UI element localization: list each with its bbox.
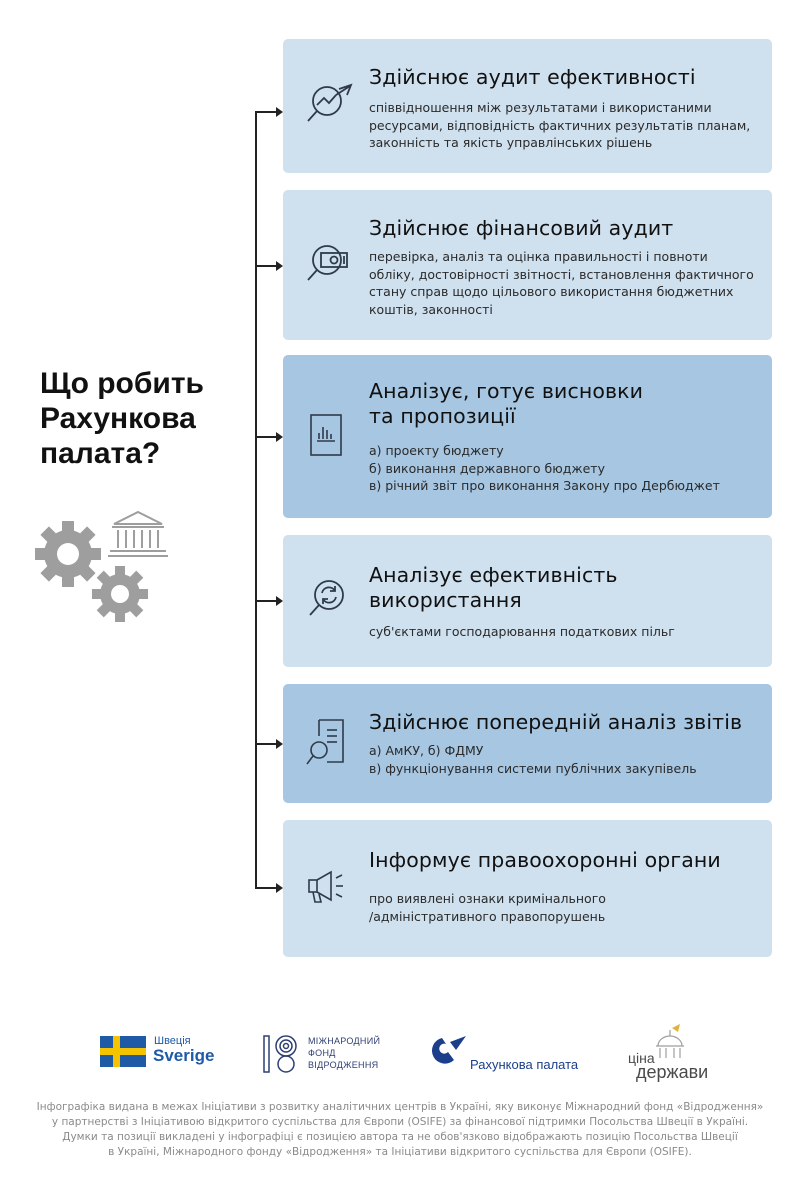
magnifier-chart-icon xyxy=(305,81,355,131)
page-title xyxy=(40,366,260,471)
card-desc-line: законність та якість управлінських рішень xyxy=(369,135,653,150)
card-title-line: Здійснює фінансовий аудит xyxy=(369,216,674,240)
card-description xyxy=(369,742,754,777)
card-title xyxy=(369,848,754,873)
title-line: палата? xyxy=(40,437,161,470)
megaphone-icon xyxy=(305,866,355,916)
footer-disclaimer xyxy=(20,1100,780,1160)
partner-logos xyxy=(0,1020,800,1090)
card-title xyxy=(369,710,754,735)
report-chart-icon xyxy=(305,413,355,463)
connector-arrow xyxy=(255,887,281,889)
card-desc-line: /адміністративного правопорушень xyxy=(369,908,606,924)
card-title-line: використання xyxy=(369,588,522,612)
connector-arrow xyxy=(255,600,281,602)
card-tax-benefits-analysis xyxy=(283,535,772,667)
irf-logo-text xyxy=(308,1035,380,1071)
card-title xyxy=(369,379,754,429)
card-desc-line: коштів, законності xyxy=(369,301,493,317)
title-line: Що робить xyxy=(40,367,204,400)
card-title-line: та пропозиції xyxy=(369,404,516,428)
magnifier-money-icon xyxy=(305,240,355,290)
card-desc-line: а) проекту бюджету xyxy=(369,443,504,458)
document-search-icon xyxy=(305,718,355,768)
accounting-chamber-logo xyxy=(428,1034,598,1074)
accounting-chamber-label: Рахункова палата xyxy=(470,1057,579,1072)
accounting-chamber-emblem-icon xyxy=(428,1034,468,1068)
card-performance-audit xyxy=(283,39,772,173)
irf-logo xyxy=(262,1032,392,1076)
irf-emblem-icon xyxy=(262,1032,302,1076)
card-desc-line: співвідношення між результатами і використаними xyxy=(369,100,712,115)
irf-logo-line: МІЖНАРОДНИЙ xyxy=(308,1036,381,1046)
card-desc-line: в) річний звіт про виконання Закону про Дербюджет xyxy=(369,478,720,493)
irf-logo-line: ВІДРОДЖЕННЯ xyxy=(308,1060,379,1070)
footer-line: в Україні, Міжнародного фонду «Відродження» та Ініціативи відкритого суспільства для Європи (OSIFE). xyxy=(108,1146,692,1158)
sweden-flag-icon xyxy=(100,1036,146,1067)
card-description xyxy=(369,99,754,152)
cina-logo-line2: держави xyxy=(636,1062,709,1082)
card-title-line: Аналізує, готує висновки xyxy=(369,379,644,403)
sweden-logo-ua: Швеція xyxy=(154,1035,191,1047)
card-desc-line: обліку, достовірності звітності, встановлення фактичного xyxy=(369,266,754,282)
footer-line: у партнерстві з Ініціативою відкритого суспільства для Європи (OSIFE) за фінансової підтримки Посольства Швеції в Україні. xyxy=(51,1116,749,1128)
gears-building-icon xyxy=(30,508,170,626)
cina-derzhavy-logo xyxy=(624,1022,714,1084)
card-desc-line: а) АмКУ, б) ФДМУ xyxy=(369,743,484,758)
sweden-logo-sv: Sverige xyxy=(153,1046,215,1065)
footer-line: Думки та позиції викладені у інфографіці є позицією автора та не обов'язково відображають позицію Посольства Швеції xyxy=(62,1131,738,1143)
connector-arrow xyxy=(255,111,281,113)
card-description xyxy=(369,442,754,495)
magnifier-refresh-icon xyxy=(305,575,355,625)
card-title-line: Інформує правоохоронні органи xyxy=(369,848,721,872)
title-line: Рахункова xyxy=(40,402,196,435)
card-title-line: Аналізує ефективність xyxy=(369,563,618,587)
card-title-line: Здійснює попередній аналіз звітів xyxy=(369,710,743,734)
card-inform-law-enforcement xyxy=(283,820,772,957)
card-title-line: Здійснює аудит ефективності xyxy=(369,65,696,89)
card-desc-line: стану справ щодо цільового використання бюджетних xyxy=(369,284,734,299)
card-financial-audit xyxy=(283,190,772,340)
connector-trunk xyxy=(255,112,257,889)
card-analysis-conclusions xyxy=(283,355,772,518)
card-desc-line: про виявлені ознаки кримінального xyxy=(369,891,606,906)
card-description xyxy=(369,890,754,925)
card-desc-line: перевірка, аналіз та оцінка правильності і повноти xyxy=(369,249,708,264)
connector-arrow xyxy=(255,743,281,745)
connector-arrow xyxy=(255,436,281,438)
card-desc-line: б) виконання державного бюджету xyxy=(369,460,605,476)
connector-arrow xyxy=(255,265,281,267)
card-description xyxy=(369,248,754,318)
footer-line: Інфографіка видана в межах Ініціативи з розвитку аналітичних центрів в Україні, яку виконує Міжнародний фонд «Відродження» xyxy=(36,1101,764,1113)
card-preliminary-analysis xyxy=(283,684,772,803)
card-title xyxy=(369,65,754,90)
card-title xyxy=(369,216,754,241)
cina-logo-line1: ціна xyxy=(628,1050,655,1066)
card-desc-line: в) функціонування системи публічних закупівель xyxy=(369,760,697,776)
card-desc-line: суб'єктами господарювання податкових пільг xyxy=(369,624,675,639)
irf-logo-line: ФОНД xyxy=(308,1048,336,1058)
card-title xyxy=(369,563,754,613)
card-description xyxy=(369,623,754,641)
card-desc-line: ресурсами, відповідність фактичних результатів планам, xyxy=(369,117,751,133)
